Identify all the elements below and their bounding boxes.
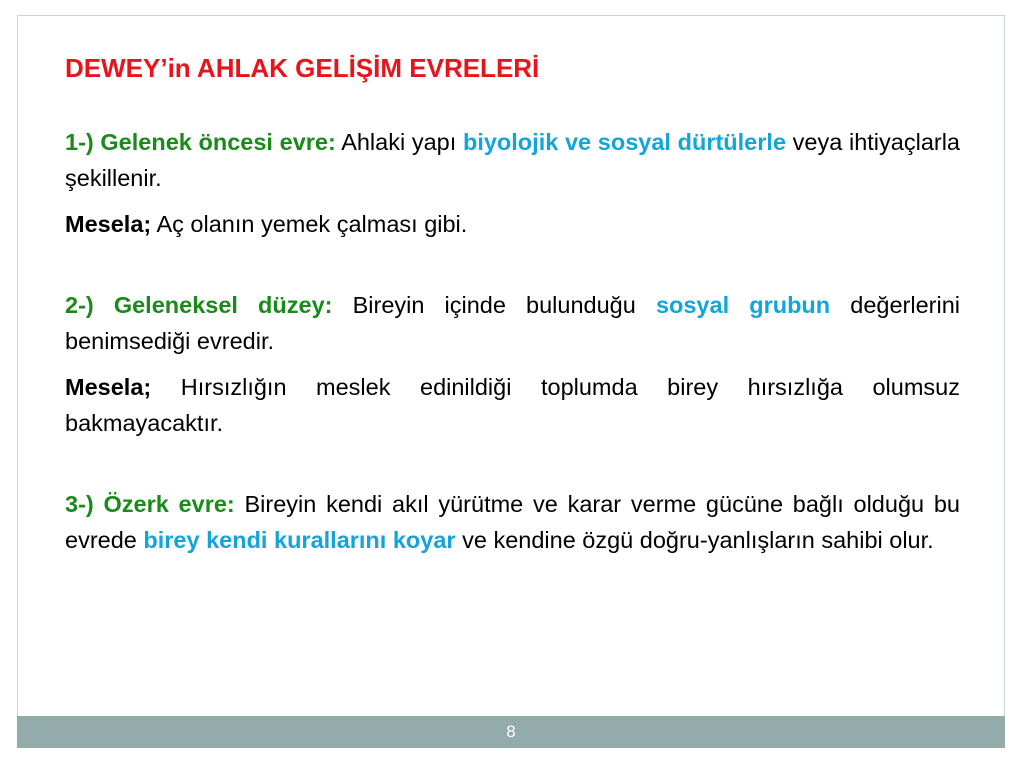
stage-2-paragraph <box>65 287 960 359</box>
stage-1-text-before: Ahlaki yapı <box>335 129 463 155</box>
stage-1-label: 1-) Gelenek öncesi evre: <box>65 129 336 155</box>
stage-3-text-before: Bireyin kendi akıl yürütme ve karar verme gücüne bağlı olduğu bu evrede <box>65 491 960 553</box>
footer-bar <box>17 716 1005 748</box>
example-1-paragraph <box>65 206 960 242</box>
example-2-paragraph <box>65 369 960 441</box>
stage-2-highlight: sosyal grubun <box>655 292 831 318</box>
example-2-text: Hırsızlığın meslek edinildiği toplumda birey hırsızlığa olumsuz bakmayacaktır. <box>65 374 960 436</box>
slide-content <box>65 124 960 558</box>
stage-3-paragraph <box>65 486 960 558</box>
example-2-label: Mesela; <box>65 374 152 400</box>
stage-3-label: 3-) Özerk evre: <box>65 491 235 517</box>
stage-2-text-before: Bireyin içinde bulunduğu <box>332 292 656 318</box>
stage-3-highlight: birey kendi kurallarını koyar <box>143 527 456 553</box>
example-1-label: Mesela; <box>65 211 152 237</box>
stage-1-text-after: veya ihtiyaçlarla şekillenir. <box>65 129 961 191</box>
stage-2-label: 2-) Geleneksel düzey: <box>65 292 333 318</box>
slide-title: DEWEY’in AHLAK GELİŞİM EVRELERİ <box>65 53 540 83</box>
stage-3-text-after: ve kendine özgü doğru-yanlışların sahibi olur. <box>455 527 934 553</box>
stage-2-text-after: değerlerini benimsediği evredir. <box>65 292 960 354</box>
example-1-text: Aç olanın yemek çalması gibi. <box>151 211 468 237</box>
page-number: 8 <box>506 722 516 741</box>
stage-1-paragraph <box>65 124 960 196</box>
stage-1-highlight: biyolojik ve sosyal dürtülerle <box>462 129 786 155</box>
